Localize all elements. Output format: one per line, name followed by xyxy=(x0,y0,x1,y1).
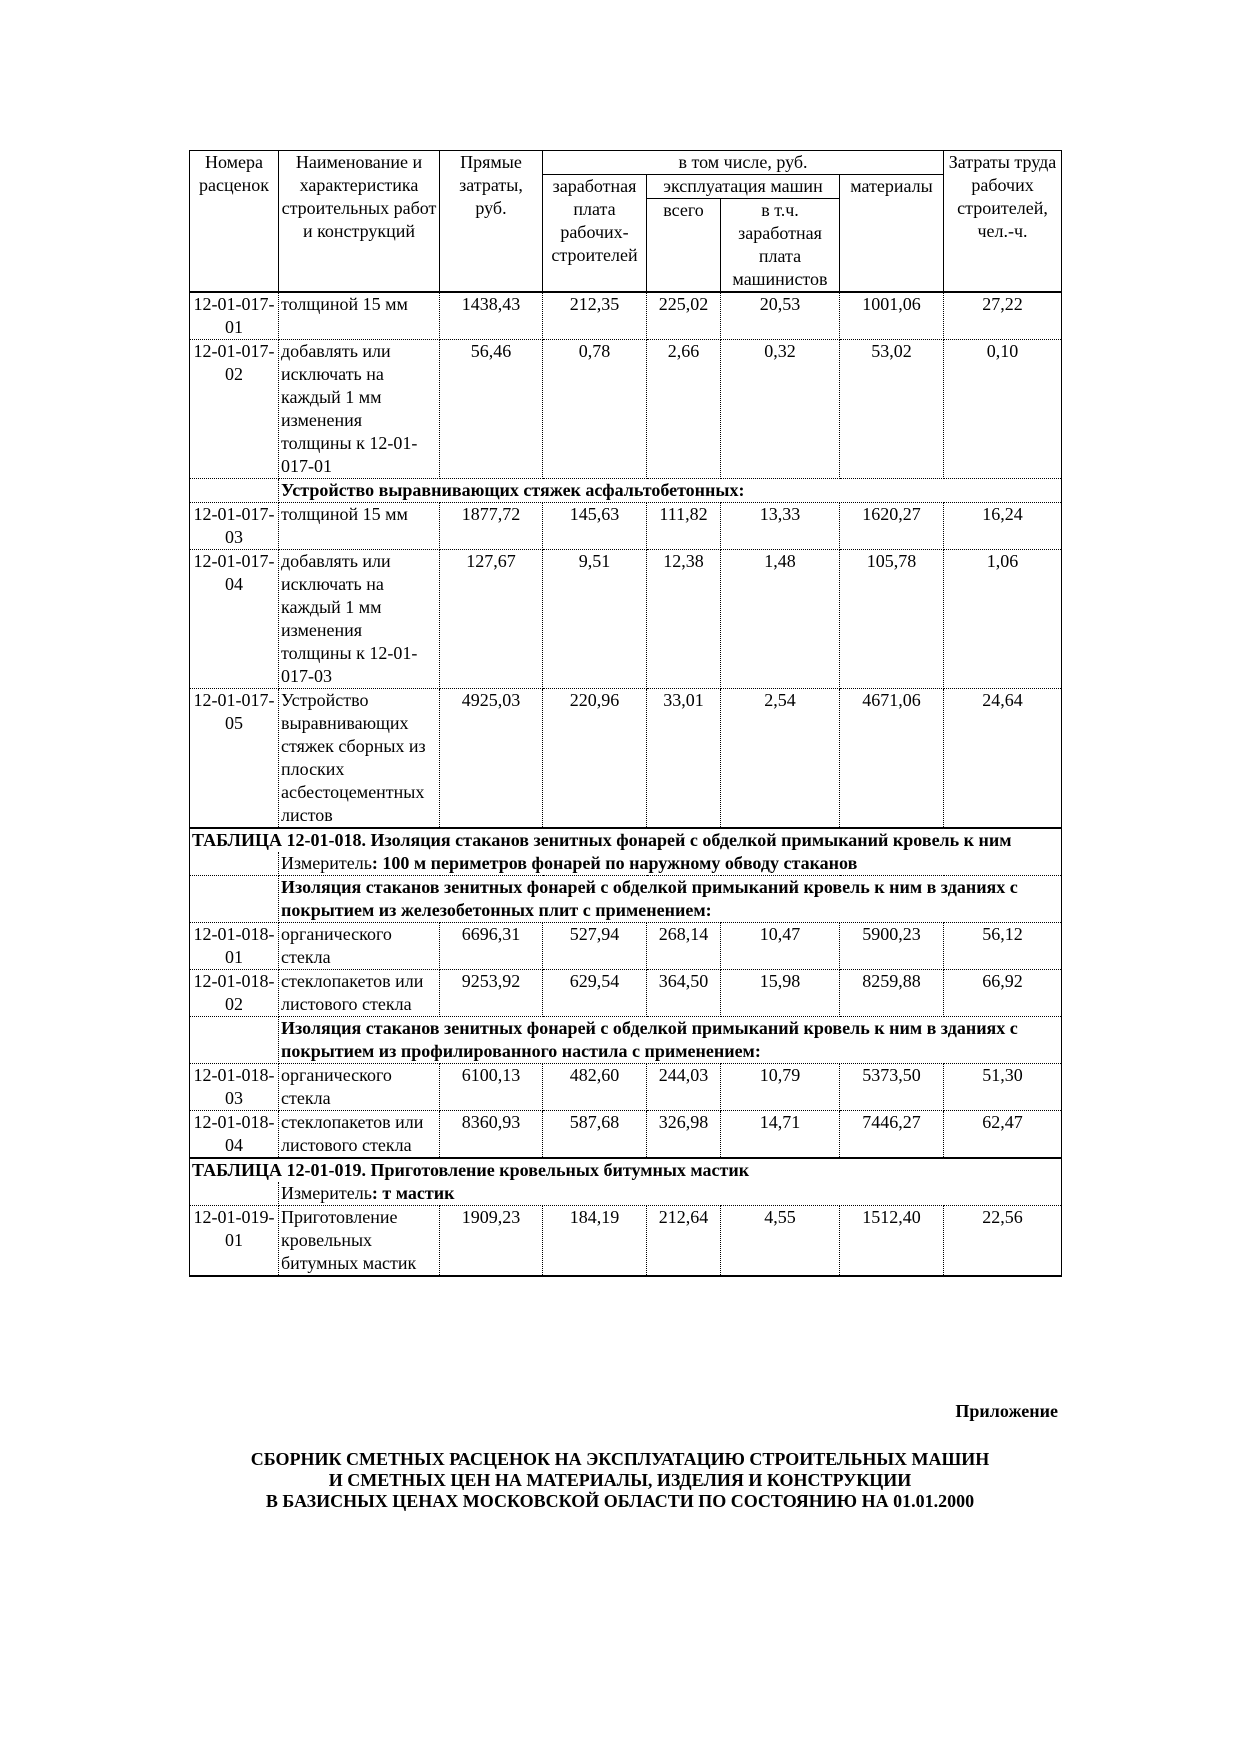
section-spacer xyxy=(190,876,279,923)
rate-wage: 629,54 xyxy=(543,970,647,1017)
table-018-meter xyxy=(279,852,1062,876)
table-019-title: ТАБЛИЦА 12-01-019. Приготовление кровельных битумных мастик xyxy=(190,1158,1062,1182)
header-labor: Затраты труда рабочих строителей, чел.-ч. xyxy=(944,151,1062,293)
rate-wage: 145,63 xyxy=(543,503,647,550)
rate-materials: 53,02 xyxy=(840,340,944,479)
rate-labor: 1,06 xyxy=(944,550,1062,689)
rate-code: 12-01-018-04 xyxy=(190,1111,279,1159)
rate-machines-wage: 4,55 xyxy=(721,1206,840,1277)
rate-code: 12-01-017-04 xyxy=(190,550,279,689)
header-materials: материалы xyxy=(840,175,944,293)
rate-machines-total: 212,64 xyxy=(647,1206,721,1277)
table-row xyxy=(190,550,1062,689)
rate-machines-wage: 20,53 xyxy=(721,292,840,340)
table-row xyxy=(190,689,1062,829)
rate-code: 12-01-017-02 xyxy=(190,340,279,479)
rate-machines-wage: 15,98 xyxy=(721,970,840,1017)
table-title-row xyxy=(190,1158,1062,1182)
rate-name: органического стекла xyxy=(279,1064,440,1111)
rate-direct: 8360,93 xyxy=(440,1111,543,1159)
rate-direct: 9253,92 xyxy=(440,970,543,1017)
rate-machines-wage: 10,47 xyxy=(721,923,840,970)
header-machines-wage: в т.ч. заработная плата машинистов xyxy=(721,199,840,293)
rate-machines-wage: 0,32 xyxy=(721,340,840,479)
rate-code: 12-01-017-01 xyxy=(190,292,279,340)
rate-code: 12-01-018-01 xyxy=(190,923,279,970)
header-number: Номера расценок xyxy=(190,151,279,293)
rate-machines-total: 33,01 xyxy=(647,689,721,829)
rate-labor: 66,92 xyxy=(944,970,1062,1017)
rate-wage: 184,19 xyxy=(543,1206,647,1277)
rate-materials: 5900,23 xyxy=(840,923,944,970)
table-row xyxy=(190,503,1062,550)
rate-name: Приготовление кровельных битумных мастик xyxy=(279,1206,440,1277)
meter-row xyxy=(190,852,1062,876)
rate-machines-wage: 2,54 xyxy=(721,689,840,829)
section-heading-row xyxy=(190,876,1062,923)
rate-machines-total: 364,50 xyxy=(647,970,721,1017)
rate-name: органического стекла xyxy=(279,923,440,970)
section-heading: Устройство выравнивающих стяжек асфальтобетонных: xyxy=(279,479,1062,503)
rate-direct: 56,46 xyxy=(440,340,543,479)
rate-machines-total: 2,66 xyxy=(647,340,721,479)
meter-value: : т мастик xyxy=(371,1183,455,1203)
rate-wage: 527,94 xyxy=(543,923,647,970)
rate-name: стеклопакетов или листового стекла xyxy=(279,1111,440,1159)
meter-spacer xyxy=(190,1182,279,1206)
appendix-title-line: В БАЗИСНЫХ ЦЕНАХ МОСКОВСКОЙ ОБЛАСТИ ПО СОСТОЯНИЮ НА 01.01.2000 xyxy=(265,1491,975,1511)
rate-direct: 1877,72 xyxy=(440,503,543,550)
rate-materials: 8259,88 xyxy=(840,970,944,1017)
rate-direct: 4925,03 xyxy=(440,689,543,829)
section-heading-row xyxy=(190,1017,1062,1064)
table-row xyxy=(190,970,1062,1017)
rate-direct: 1438,43 xyxy=(440,292,543,340)
appendix-title xyxy=(170,1449,1070,1512)
rate-labor: 0,10 xyxy=(944,340,1062,479)
table-row xyxy=(190,923,1062,970)
rate-machines-total: 268,14 xyxy=(647,923,721,970)
section-heading-row xyxy=(190,479,1062,503)
rate-wage: 220,96 xyxy=(543,689,647,829)
table-row xyxy=(190,292,1062,340)
section-heading: Изоляция стаканов зенитных фонарей с обделкой примыканий кровель к ним в зданиях с покрытием из профилированного настила с применением: xyxy=(279,1017,1062,1064)
rate-materials: 5373,50 xyxy=(840,1064,944,1111)
table-header xyxy=(190,151,1062,293)
appendix-title-line: И СМЕТНЫХ ЦЕН НА МАТЕРИАЛЫ, ИЗДЕЛИЯ И КОНСТРУКЦИИ xyxy=(328,1470,912,1490)
rate-machines-wage: 13,33 xyxy=(721,503,840,550)
rate-code: 12-01-018-03 xyxy=(190,1064,279,1111)
rate-wage: 587,68 xyxy=(543,1111,647,1159)
table-title-row xyxy=(190,828,1062,852)
rate-materials: 1001,06 xyxy=(840,292,944,340)
rate-machines-total: 326,98 xyxy=(647,1111,721,1159)
rate-code: 12-01-018-02 xyxy=(190,970,279,1017)
table-row xyxy=(190,1206,1062,1277)
rate-machines-wage: 1,48 xyxy=(721,550,840,689)
header-direct-costs: Прямые затраты, руб. xyxy=(440,151,543,293)
rate-machines-total: 111,82 xyxy=(647,503,721,550)
rate-labor: 24,64 xyxy=(944,689,1062,829)
rate-labor: 56,12 xyxy=(944,923,1062,970)
rate-labor: 51,30 xyxy=(944,1064,1062,1111)
meter-spacer xyxy=(190,852,279,876)
header-machines: эксплуатация машин xyxy=(647,175,840,199)
rate-labor: 27,22 xyxy=(944,292,1062,340)
table-018-title: ТАБЛИЦА 12-01-018. Изоляция стаканов зенитных фонарей с обделкой примыканий кровель к ним xyxy=(190,828,1062,852)
appendix-label: Приложение xyxy=(955,1401,1058,1421)
header-name: Наименование и характеристика строительных работ и конструкций xyxy=(279,151,440,293)
section-heading: Изоляция стаканов зенитных фонарей с обделкой примыканий кровель к ним в зданиях с покрытием из железобетонных плит с применением: xyxy=(279,876,1062,923)
rate-name: стеклопакетов или листового стекла xyxy=(279,970,440,1017)
rate-machines-total: 244,03 xyxy=(647,1064,721,1111)
meter-prefix: Измеритель xyxy=(281,853,372,873)
rate-name: Устройство выравнивающих стяжек сборных из плоских асбестоцементных листов xyxy=(279,689,440,829)
table-row xyxy=(190,1064,1062,1111)
header-including: в том числе, руб. xyxy=(543,151,944,175)
rate-materials: 1620,27 xyxy=(840,503,944,550)
table-row xyxy=(190,1111,1062,1159)
rate-machines-wage: 10,79 xyxy=(721,1064,840,1111)
rate-direct: 6100,13 xyxy=(440,1064,543,1111)
rate-materials: 4671,06 xyxy=(840,689,944,829)
rate-materials: 1512,40 xyxy=(840,1206,944,1277)
rate-labor: 22,56 xyxy=(944,1206,1062,1277)
header-wage: заработная плата рабочих-строителей xyxy=(543,175,647,293)
rate-wage: 212,35 xyxy=(543,292,647,340)
rate-name: толщиной 15 мм xyxy=(279,292,440,340)
rate-code: 12-01-019-01 xyxy=(190,1206,279,1277)
rate-direct: 1909,23 xyxy=(440,1206,543,1277)
rate-name: добавлять или исключать на каждый 1 мм изменения толщины к 12-01-017-01 xyxy=(279,340,440,479)
rate-wage: 0,78 xyxy=(543,340,647,479)
rate-machines-wage: 14,71 xyxy=(721,1111,840,1159)
rates-table xyxy=(189,150,1062,1277)
rate-direct: 127,67 xyxy=(440,550,543,689)
rate-machines-total: 12,38 xyxy=(647,550,721,689)
rate-labor: 16,24 xyxy=(944,503,1062,550)
rate-materials: 7446,27 xyxy=(840,1111,944,1159)
table-019-meter xyxy=(279,1182,1062,1206)
section-spacer xyxy=(190,1017,279,1064)
meter-value: : 100 м периметров фонарей по наружному обводу стаканов xyxy=(371,853,858,873)
header-machines-total: всего xyxy=(647,199,721,293)
appendix-title-line: СБОРНИК СМЕТНЫХ РАСЦЕНОК НА ЭКСПЛУАТАЦИЮ СТРОИТЕЛЬНЫХ МАШИН xyxy=(250,1449,990,1469)
rate-name: толщиной 15 мм xyxy=(279,503,440,550)
meter-row xyxy=(190,1182,1062,1206)
rate-labor: 62,47 xyxy=(944,1111,1062,1159)
rate-direct: 6696,31 xyxy=(440,923,543,970)
rate-wage: 9,51 xyxy=(543,550,647,689)
rate-code: 12-01-017-05 xyxy=(190,689,279,829)
rate-machines-total: 225,02 xyxy=(647,292,721,340)
meter-prefix: Измеритель xyxy=(281,1183,372,1203)
rate-materials: 105,78 xyxy=(840,550,944,689)
section-spacer xyxy=(190,479,279,503)
rate-name: добавлять или исключать на каждый 1 мм изменения толщины к 12-01-017-03 xyxy=(279,550,440,689)
table-row xyxy=(190,340,1062,479)
rate-code: 12-01-017-03 xyxy=(190,503,279,550)
rate-wage: 482,60 xyxy=(543,1064,647,1111)
